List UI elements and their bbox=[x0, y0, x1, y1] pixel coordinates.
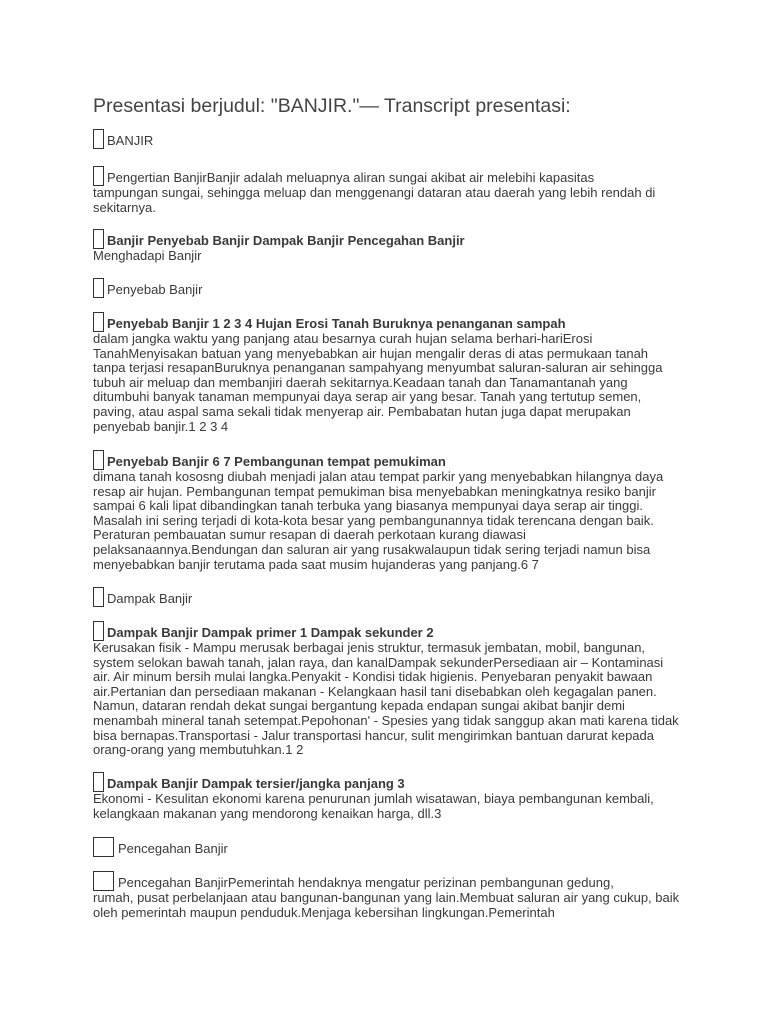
slide-heading: Dampak Banjir Dampak primer 1 Dampak sekunder 2 bbox=[107, 625, 434, 641]
slide-8 bbox=[93, 621, 683, 758]
slide-9 bbox=[93, 772, 683, 821]
page-title: Presentasi berjudul: "BANJIR."— Transcript presentasi: bbox=[93, 95, 571, 117]
slide-body: tampungan sungai, sehingga meluap dan menggenangi dataran atau daerah yang lebih rendah di sekitarnya. bbox=[93, 185, 656, 215]
slide-heading: Penyebab Banjir 6 7 Pembangunan tempat pemukiman bbox=[107, 454, 446, 470]
slide-1 bbox=[93, 129, 683, 149]
slide-3 bbox=[93, 229, 683, 264]
slide-body: Kerusakan fisik - Mampu merusak berbagai jenis struktur, termasuk jembatan, mobil, bangunan, system selokan bawah tanah, jalan raya, dan kanalDampak sekunderPersediaan air – Kontaminasi air. Air minum bersih mulai langka.Penyakit - Kondisi tidak higienis. Penyebaran penyakit bawaan air.Pertanian dan persediaan makanan - Kelangkaan hasil tani disebabkan oleh kegagalan panen. Namun, dataran rendah dekat sungai bergantung kepada endapan sungai akibat banjir demi menambah mineral tanah setempat.Pepohonan' - Spesies yang tidak sanggup akan mati karena tidak bisa bernapas.Transportasi - Jalur transportasi hancur, sulit mengirimkan bantuan darurat kepada orang-orang yang membutuhkan.1 2 bbox=[93, 640, 679, 758]
slide-10 bbox=[93, 837, 683, 857]
slide-heading: Penyebab Banjir bbox=[107, 282, 203, 298]
slide-heading: BANJIR bbox=[107, 133, 154, 149]
slide-thumbnail[interactable] bbox=[93, 278, 104, 298]
slide-6 bbox=[93, 450, 683, 572]
slide-body: rumah, pusat perbelanjaan atau bangunan-bangunan yang lain.Membuat saluran air yang cukup, baik oleh pemerintah maupun penduduk.Menjaga kebersihan lingkungan.Pemerintah bbox=[93, 890, 680, 920]
slide-thumbnail[interactable] bbox=[93, 621, 104, 641]
slide-heading: Penyebab Banjir 1 2 3 4 Hujan Erosi Tanah Buruknya penanganan sampah bbox=[107, 316, 566, 332]
slide-heading: Dampak Banjir bbox=[107, 591, 193, 607]
slide-11 bbox=[93, 871, 683, 920]
slide-heading: Pencegahan BanjirPemerintah hendaknya mengatur perizinan pembangunan gedung, bbox=[118, 875, 614, 891]
slide-heading: Pencegahan Banjir bbox=[118, 841, 228, 857]
slide-7 bbox=[93, 587, 683, 607]
slide-thumbnail[interactable] bbox=[93, 871, 114, 891]
slide-body: dimana tanah kososng diubah menjadi jalan atau tempat parkir yang menyebabkan hilangnya daya resap air hujan. Pembangunan tempat pemukiman bisa menyebabkan meningkatnya resiko banjir sampai 6 kali lipat dibandingkan tanah terbuka yang biasanya mempunyai daya serap air tinggi. Masalah ini sering terjadi di kota-kota besar yang pembangunannya tidak terencana dengan baik. Peraturan pembauatan sumur resapan di daerah perkotaan kurang diawasi pelaksanaannya.Bendungan dan saluran air yang rusakwalaupun tidak sering terjadi namun bisa menyebabkan banjir terutama pada saat musim hujanderas yang panjang.6 7 bbox=[93, 469, 664, 572]
slide-thumbnail[interactable] bbox=[93, 450, 104, 470]
slide-heading: Banjir Penyebab Banjir Dampak Banjir Pencegahan Banjir bbox=[107, 233, 465, 249]
slide-thumbnail[interactable] bbox=[93, 312, 104, 332]
slide-thumbnail[interactable] bbox=[93, 229, 104, 249]
slide-body: Ekonomi - Kesulitan ekonomi karena penurunan jumlah wisatawan, biaya pembangunan kembali, kelangkaan makanan yang mendorong kenaikan harga, dll.3 bbox=[93, 791, 654, 821]
slide-heading: Dampak Banjir Dampak tersier/jangka panjang 3 bbox=[107, 776, 405, 792]
slide-thumbnail[interactable] bbox=[93, 837, 114, 857]
slide-4 bbox=[93, 278, 683, 298]
slide-heading: Pengertian BanjirBanjir adalah meluapnya aliran sungai akibat air melebihi kapasitas bbox=[107, 170, 595, 186]
slide-2 bbox=[93, 166, 683, 215]
slide-thumbnail[interactable] bbox=[93, 772, 104, 792]
slide-body: Menghadapi Banjir bbox=[93, 248, 202, 263]
slide-body: dalam jangka waktu yang panjang atau besarnya curah hujan selama berhari-hariErosi TanahMenyisakan batuan yang menyebabkan air hujan mengalir deras di atas permukaan tanah tanpa terjasi resapanBuruknya penanganan sampahyang menyumbat saluran-saluran air sehingga tubuh air meluap dan membanjiri daerah sekitarnya.Keadaan tanah dan Tanamantanah yang ditumbuhi banyak tanaman mempunyai daya serap air yang besar. Tanah yang tertutup semen, paving, atau aspal sama sekali tidak menyerap air. Pembabatan hutan juga dapat merupakan penyebab banjir.1 2 3 4 bbox=[93, 331, 663, 434]
slide-5 bbox=[93, 312, 683, 434]
slide-thumbnail[interactable] bbox=[93, 129, 104, 149]
slide-thumbnail[interactable] bbox=[93, 166, 104, 186]
slide-thumbnail[interactable] bbox=[93, 587, 104, 607]
